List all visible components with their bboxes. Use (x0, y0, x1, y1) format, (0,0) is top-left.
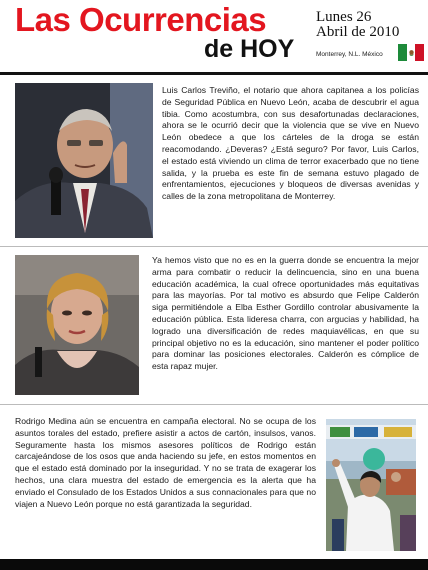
article-treviño (0, 75, 428, 245)
article-gordillo (0, 247, 428, 403)
masthead (0, 0, 428, 72)
masthead-title: Las Ocurrencias (15, 1, 267, 38)
masthead-subtitle: de HOY (204, 35, 295, 63)
article-text: Rodrigo Medina aún se encuentra en campaña electoral. No se ocupa de los asuntos torales del estado, prefiere asistir a actos de cartón, insulsos, vanos. Seguramente hasta los mismos asesores políticos de Rodrigo están carcajeándose de los osos que anda haciendo su jefe, en estos momentos en que el estado está dominado por la inseguridad. Y no se trata de exagerar los hechos, una clara muestra del estado de emergencia es la alerta que ha enviado el Consulado de los Estados Unidos a sus connacionales para que no viajen a Nuevo León porque no está garantizada la seguridad. (15, 416, 316, 509)
issue-month-year: Abril de 2010 (316, 24, 400, 40)
campaign-photo (326, 419, 416, 551)
portrait-photo (15, 83, 153, 238)
issue-day: Lunes 26 (316, 9, 372, 25)
footer-bar (0, 559, 428, 570)
article-medina (0, 405, 428, 557)
article-text: Luis Carlos Treviño, el notario que ahora capitanea a los policías de Seguridad Pública en Nuevo León, acaba de descubrir el agua tibia. Como acostumbra, con sus desafortunadas declaraciones, ahora se le ocurrió decir que la violencia que se vive en Nuevo León obedece a que los cárteles de la droga se están reacomodando. ¿Deveras? ¿Está seguro? Por favor, Luis Carlos, el estado está viviendo un clima de terror exacerbado que no tiene salida, y la prueba es este fin de semana estuvo plagado de enfrentamientos, ejecuciones y bloqueos de diversas avenidas y calles de la zona metropolitana de Monterrey. (162, 85, 419, 202)
mexico-flag-icon (398, 44, 424, 61)
issue-location: Monterrey, N.L. México (316, 51, 383, 58)
article-text: Ya hemos visto que no es en la guerra donde se encuentra la mejor arma para combatir o reducir la delincuencia, sino en una buena educación académica, la cual ofrece oportunidades más equitativas para las mayorías. Por tal motivo es absurdo que Felipe Calderón siga permitiéndole a Elba Esther Gordillo controlar abusivamente la educación pública. Esta lideresa charra, con argucias y habilidad, ha logrado una diversificación de redes maquiavélicas, en que su principal objetivo no es la educación, sino mantener el poder político para dominar las posiciones electorales. Calderón es cómplice de esta rapaz mujer. (152, 255, 419, 372)
portrait-photo (15, 255, 139, 395)
